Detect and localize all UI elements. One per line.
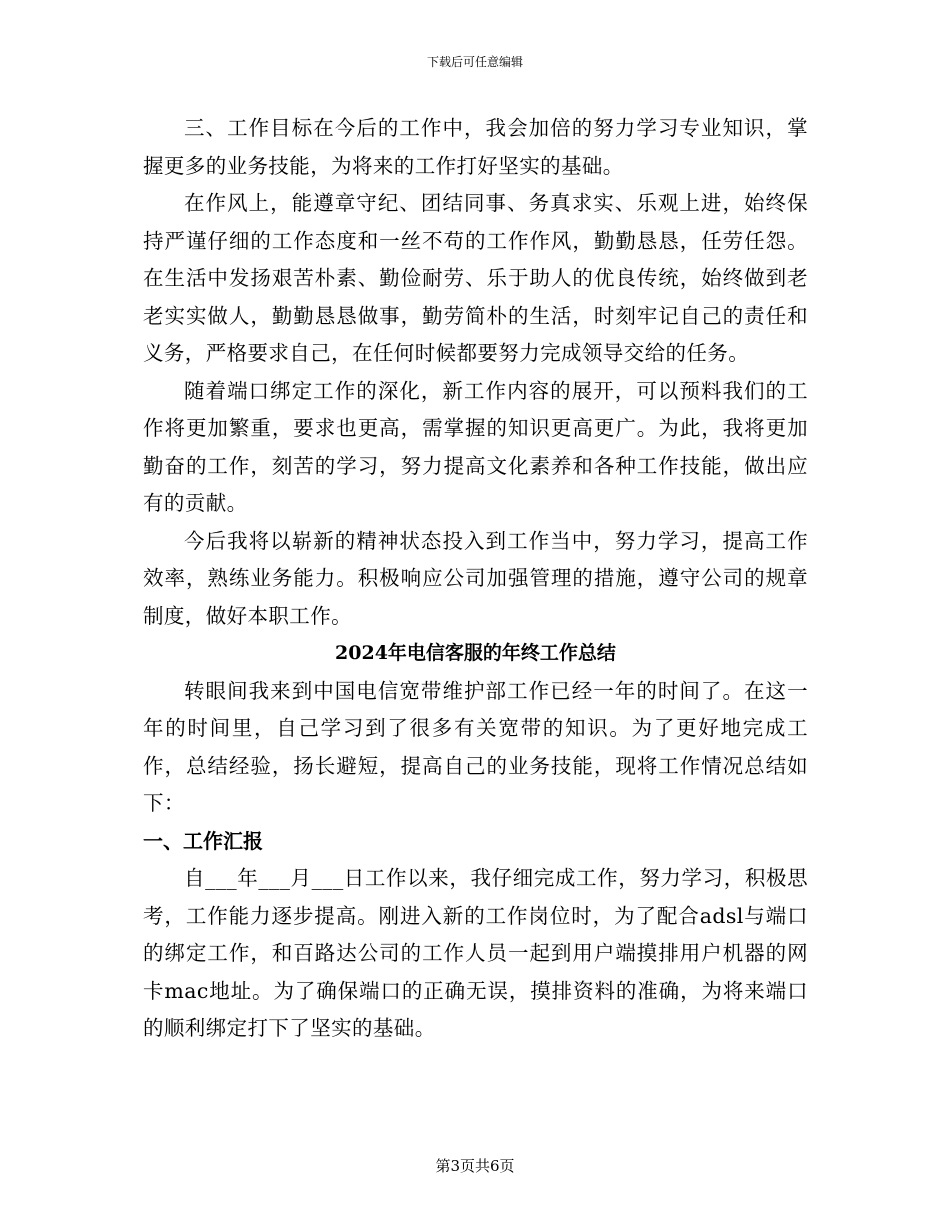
paragraph-port-binding: 随着端口绑定工作的深化，新工作内容的展开，可以预料我们的工作将更加繁重，要求也更高，需掌握的知识更高更广。为此，我将更加勤奋的工作，刻苦的学习，努力提高文化素养和各种工作技能，做出应有的贡献。: [143, 378, 808, 515]
paragraph-intro: 转眼间我来到中国电信宽带维护部工作已经一年的时间了。在这一年的时间里，自己学习到了很多有关宽带的知识。为了更好地完成工作，总结经验，扬长避短，提高自己的业务技能，现将工作情况总结如下：: [143, 678, 808, 815]
paragraph-work-style: 在作风上，能遵章守纪、团结同事、务真求实、乐观上进，始终保持严谨仔细的工作态度和一丝不苟的工作作风，勤勤恳恳，任劳任怨。在生活中发扬艰苦朴素、勤俭耐劳、乐于助人的优良传统，始终做到老老实实做人，勤勤恳恳做事，勤劳简朴的生活，时刻牢记自己的责任和义务，严格要求自己，在任何时候都要努力完成领导交给的任务。: [143, 191, 808, 365]
paragraph-work-report: 自___年___月___日工作以来，我仔细完成工作，努力学习，积极思考，工作能力逐步提高。刚进入新的工作岗位时，为了配合adsl与端口的绑定工作，和百路达公司的工作人员一起到用户端摸排用户机器的网卡mac地址。为了确保端口的正确无误，摸排资料的准确，为将来端口的顺利绑定打下了坚实的基础。: [143, 866, 808, 1040]
header-note: 下载后可任意编辑: [426, 55, 523, 69]
page-number: 第3页共6页: [435, 1157, 515, 1175]
paragraph-future-plan: 今后我将以崭新的精神状态投入到工作当中，努力学习，提高工作效率，熟练业务能力。积极响应公司加强管理的措施，遵守公司的规章制度，做好本职工作。: [143, 528, 808, 628]
document-body: [143, 110, 808, 1048]
document-title: 2024年电信客服的年终工作总结: [335, 642, 616, 664]
paragraph-work-goals: 三、工作目标在今后的工作中，我会加倍的努力学习专业知识，掌握更多的业务技能，为将来的工作打好坚实的基础。: [143, 116, 808, 178]
section-heading-work-report: 一、工作汇报: [143, 828, 263, 853]
